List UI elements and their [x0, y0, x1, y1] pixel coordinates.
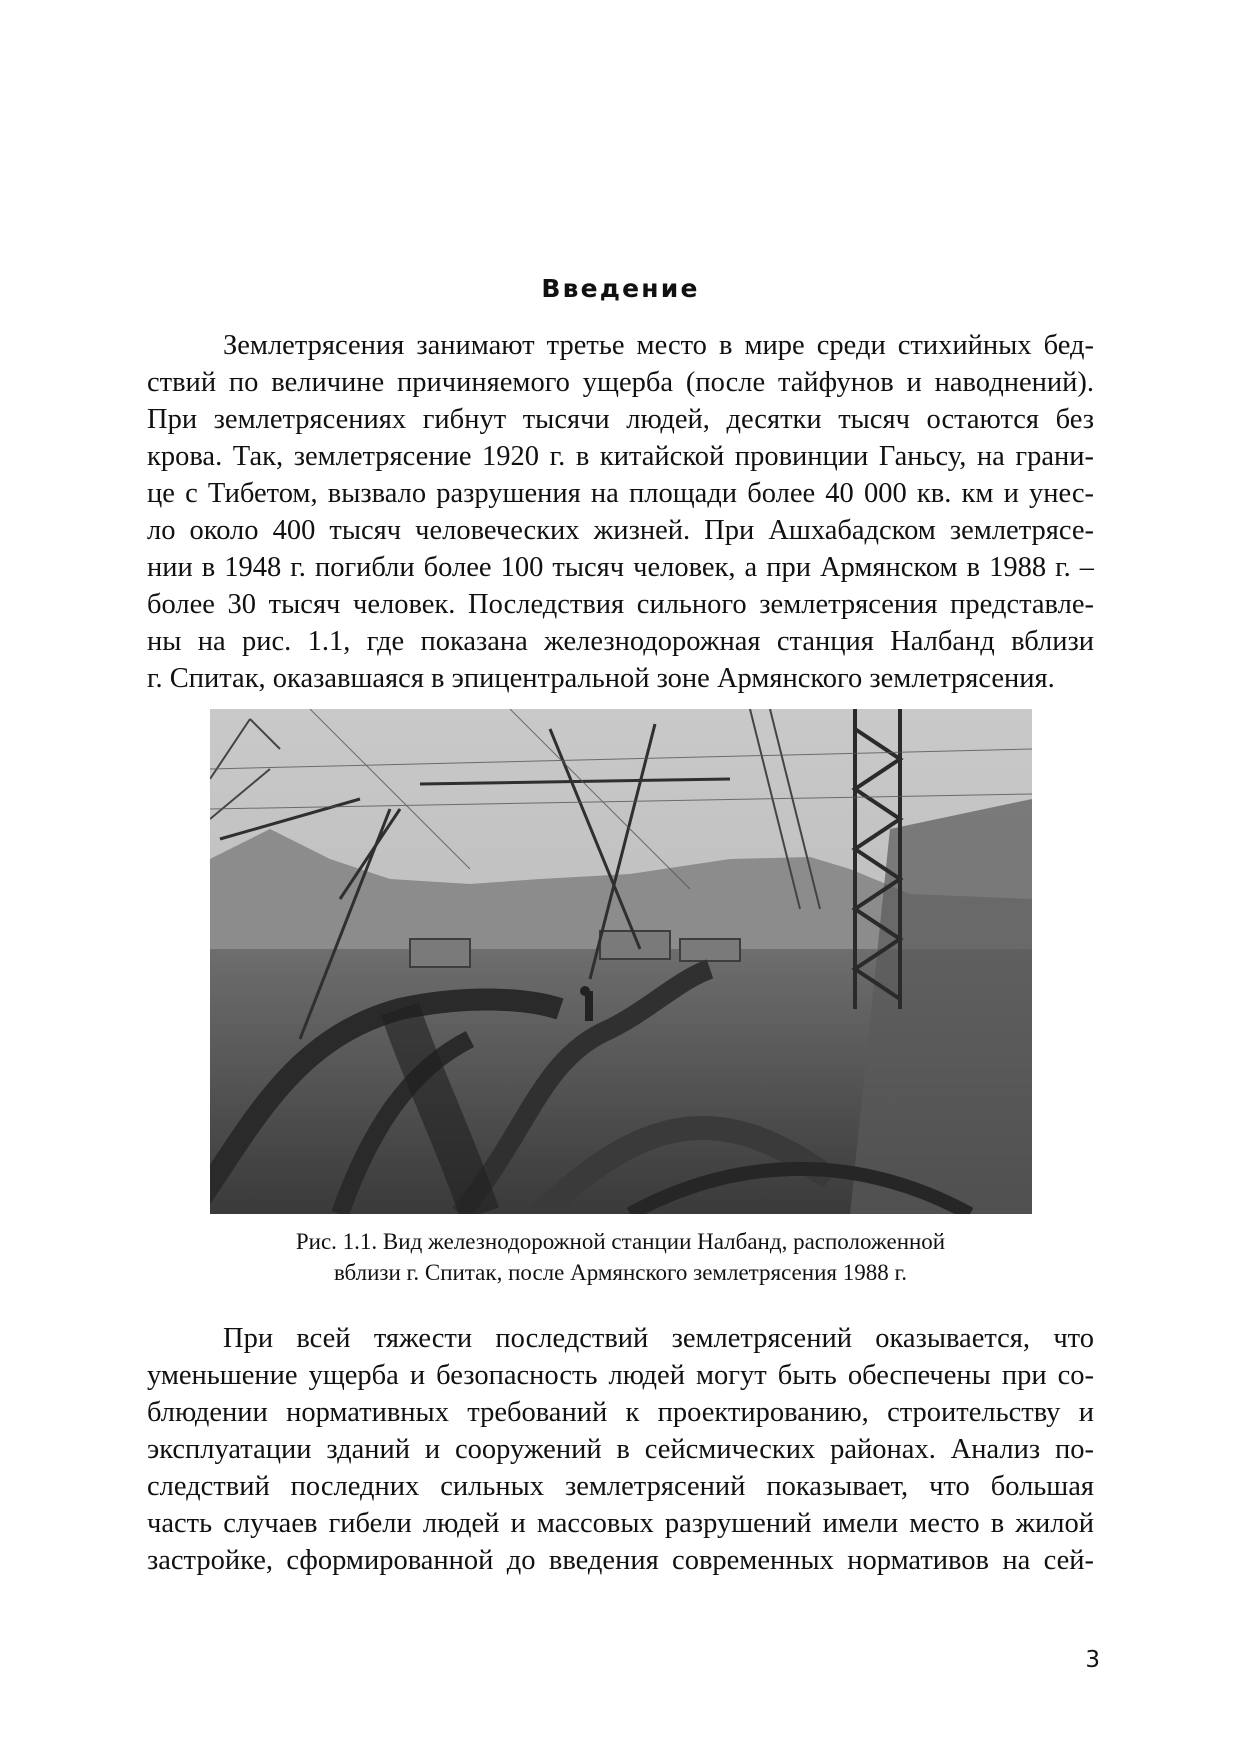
- paragraph-line: застройке, сформированной до введения современных нормативов на сей-: [147, 1545, 1094, 1576]
- paragraph-line: г. Спитак, оказавшаяся в эпицентральной зоне Армянского землетрясения.: [147, 663, 1055, 694]
- paragraph-line: часть случаев гибели людей и массовых разрушений имели место в жилой: [147, 1508, 1094, 1539]
- paragraph-line: Землетрясения занимают третье место в мире среди стихийных бед-: [223, 330, 1094, 361]
- paragraph-line: блюдении нормативных требований к проектированию, строительству и: [147, 1397, 1094, 1428]
- paragraph-line: нии в 1948 г. погибли более 100 тысяч человек, а при Армянском в 1988 г. –: [147, 552, 1094, 583]
- paragraph-line: эксплуатации зданий и сооружений в сейсмических районах. Анализ по-: [147, 1434, 1094, 1465]
- section-heading: Введение: [541, 274, 700, 303]
- paragraph-line: уменьшение ущерба и безопасность людей могут быть обеспечены при со-: [147, 1360, 1094, 1391]
- paragraph-line: ствий по величине причиняемого ущерба (после тайфунов и наводнений).: [147, 367, 1094, 398]
- caption-line: Рис. 1.1. Вид железнодорожной станции Налбанд, расположенной: [295, 1229, 946, 1254]
- paragraph-line: более 30 тысяч человек. Последствия сильного землетрясения представле-: [147, 589, 1094, 620]
- figure-caption: [147, 1226, 1094, 1288]
- page-number: 3: [1085, 1647, 1100, 1673]
- paragraph-line: ны на рис. 1.1, где показана железнодорожная станция Налбанд вблизи: [147, 626, 1094, 657]
- earthquake-railway-photo: [210, 709, 1032, 1214]
- paragraph-line: ло около 400 тысяч человеческих жизней. При Ашхабадском землетрясе-: [147, 515, 1094, 546]
- paragraph-line: це с Тибетом, вызвало разрушения на площади более 40 000 кв. км и унес-: [147, 478, 1094, 509]
- paragraph-line: крова. Так, землетрясение 1920 г. в китайской провинции Ганьсу, на грани-: [147, 441, 1094, 472]
- intro-paragraph: [147, 327, 1094, 697]
- paragraph-line: При всей тяжести последствий землетрясений оказывается, что: [223, 1323, 1094, 1354]
- paragraph-line: При землетрясениях гибнут тысячи людей, десятки тысяч остаются без: [147, 404, 1094, 435]
- caption-line: вблизи г. Спитак, после Армянского землетрясения 1988 г.: [333, 1260, 908, 1285]
- body-paragraph: [147, 1320, 1094, 1579]
- paragraph-line: следствий последних сильных землетрясений показывает, что большая: [147, 1471, 1094, 1502]
